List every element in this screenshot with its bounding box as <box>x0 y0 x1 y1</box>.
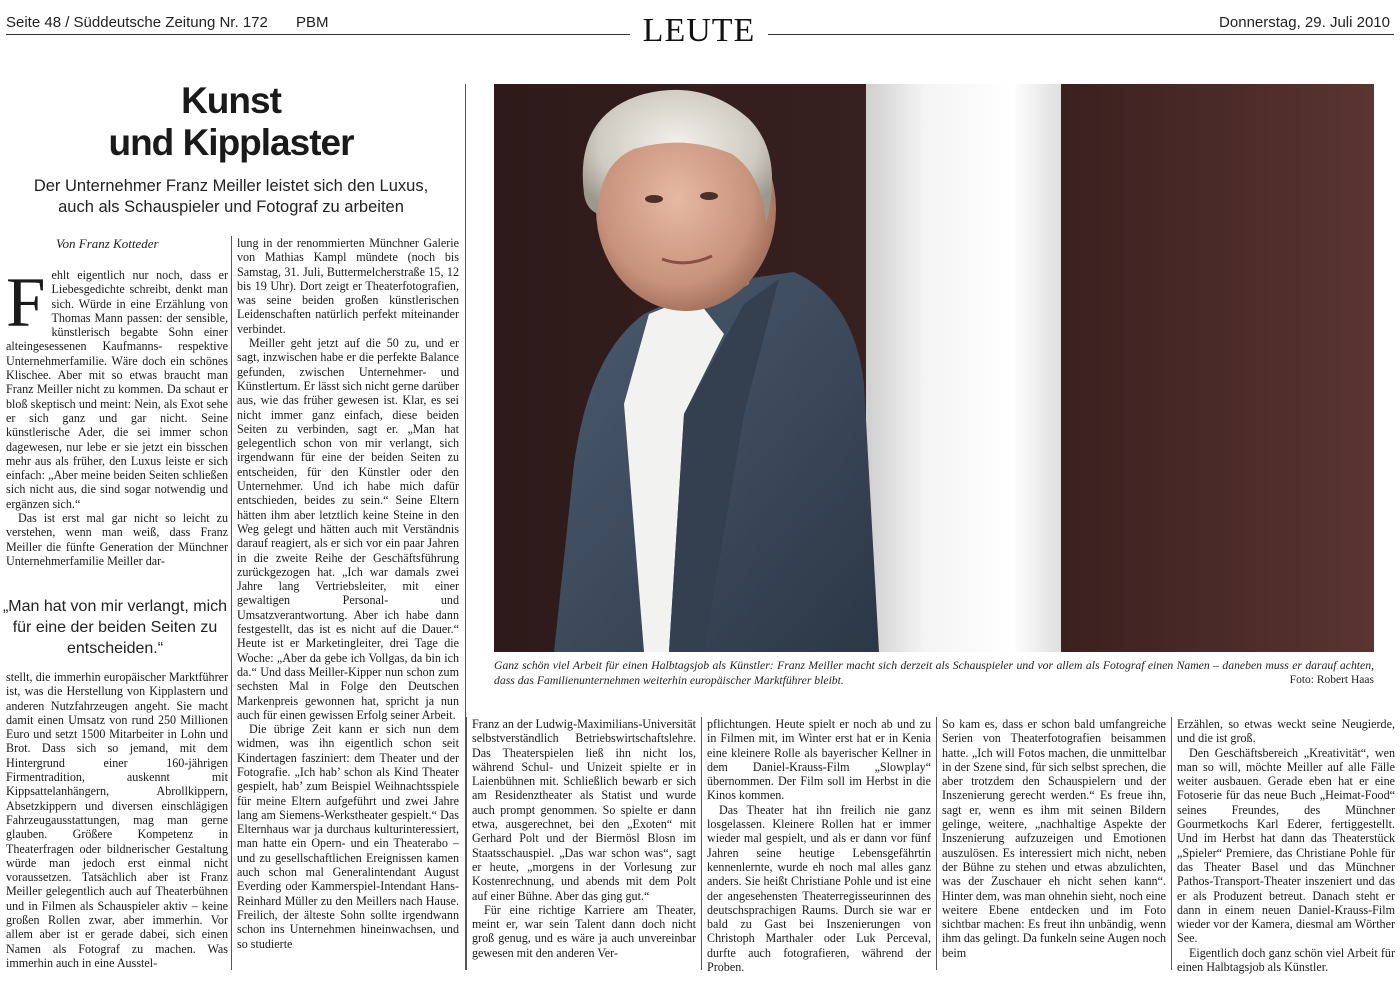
paragraph: Meiller geht jetzt auf die 50 zu, und er sagt, inzwischen habe er die perfekte Balance gefunden, zwischen Unternehmer- und Künstlertum. Er lässt sich nicht gerne darüber aus, wie das früher gewesen ist. Klar, es sei nicht immer ganz einfach, diese beiden Seiten zu verbinden, sagt er. „Man hat gelegentlich schon von mir verlangt, sich irgendwann für eine der beiden Seiten zu entscheiden, für den Künstler oder den Unternehmer. Und ich habe mich dafür entschieden, beides zu sein.“ Seine Eltern hätten ihm aber letztlich keine Steine in den Weg gelegt und hätten auch mit Verständnis darauf reagiert, als er sich vor ein paar Jahren in die zweite Reihe der Geschäftsführung zurückgezogen hat. „Ich war damals zwei Jahre lang Vertriebsleiter, mit einer gewaltigen Personal- und Umsatzverantwortung. Aber ich habe dann festgestellt, das ist es nicht auf die Dauer.“ Heute ist er Marketingleiter, drei Tage die Woche: „Aber da gebe ich Vollgas, da bin ich da.“ Und dass Meiller-Kipper nun schon zum sechsten Mal in Folge den Deutschen Markenpreis gewonnen hat, spricht ja nun auch für einen gewissen Erfolg seiner Arbeit. <box>237 336 459 722</box>
headline-line-1: Kunst <box>181 80 281 121</box>
masthead-rule-left <box>6 34 630 35</box>
issue-date: Donnerstag, 29. Juli 2010 <box>1219 14 1390 31</box>
article-column-3 <box>472 717 696 960</box>
edition-code: PBM <box>296 14 329 31</box>
article-column-2 <box>237 236 459 951</box>
paragraph: Das Theater hat ihn freilich nie ganz losgelassen. Kleinere Rollen hat er immer wieder mal gespielt, und als er dann vor fünf Jahren seine heutige Lebensgefährtin kennenlernte, wurde eh noch mal alles ganz anders. Sie heißt Christiane Pohle und ist eine der angesehensten Theaterregisseurinnen des deutschsprachigen Raums. Durch sie war er bald zu Gast bei Inszenierungen von Christoph Marthaler oder Luk Perceval, durfte auch fotografieren, während der Proben. <box>707 802 931 975</box>
paragraph: stellt, die immerhin europäischer Marktführer ist, was die Herstellung von Kipplastern und anderen Nutzfahrzeugen angeht. Sie macht damit einen Umsatz von rund 250 Millionen Euro und setzt 1500 Mitarbeiter in Lohn und Brot. Dass sich so jemand, mit dem Hintergrund einer 160-jährigen Firmentradition, auskennt mit Kippsattelanhängern, Abrollkippern, Absetzkippern und diversen einschlägigen Fahrzeugausstattungen, mag man gerne glauben. Größere Kompetenz in Theaterfragen oder bildnerischer Gestaltung würde man jedoch erst einmal nicht voraussetzen. Tatsächlich aber ist Franz Meiller gelegentlich auch auf Theaterbühnen und in Filmen als Schauspieler aktiv – keine großen Rollen zwar, aber immerhin. Vor allem aber ist er gerade dabei, sich einen Namen als Fotograf zu machen. Was immerhin auch in eine Ausstel- <box>6 670 228 970</box>
column-rule <box>1171 717 1172 970</box>
subheadline <box>0 176 462 218</box>
column-rule <box>466 717 467 970</box>
article-column-5 <box>942 717 1166 960</box>
photo-caption: Ganz schön viel Arbeit für einen Halbtagsjob als Künstler: Franz Meiller macht sich derzeit als Schauspieler und vor allem als Fotograf einen Namen – daneben muss er darauf achten, dass das Familienunternehmen weiterhin europäischer Marktführer bleibt. <box>494 659 1374 687</box>
drop-cap: F <box>6 264 46 342</box>
paragraph: Eigentlich doch ganz schön viel Arbeit für einen Halbtagsjob als Künstler. <box>1177 945 1395 975</box>
section-title: LEUTE <box>642 12 756 49</box>
subhead-line-1: Der Unternehmer Franz Meiller leistet sich den Luxus, <box>33 177 429 195</box>
paragraph: Für eine richtige Karriere am Theater, meint er, war sein Talent dann doch nicht groß genug, und es wäre ja auch unvereinbar gewesen mit den anderen Ver- <box>472 902 696 960</box>
masthead <box>0 0 1400 50</box>
page-info: Seite 48 / Süddeutsche Zeitung Nr. 172 <box>6 14 268 31</box>
paragraph: Franz an der Ludwig-Maximilians-Universität selbstverständlich Betriebswirtschaftslehre. Das Theaterspielen ließ ihn nicht los, während Schul- und Unizeit spielte er in Laienbühnen mit. Schließlich bewarb er sich am Residenztheater als Statist und wurde auch prompt genommen. So spielte er dann etwa, ausgerechnet, bei den „Exoten“ mit Gerhard Polt und der Biermösl Blosn im Staatsschauspiel. „Das war schon was“, sagt er heute, „morgens in der Vorlesung zur Kostenrechnung, und abends mit dem Polt auf einer Bühne. Aber das ging gut.“ <box>472 717 697 903</box>
article-column-1 <box>6 264 228 568</box>
portrait-photo <box>494 84 1374 652</box>
article-column-6 <box>1177 717 1395 974</box>
paragraph: pflichtungen. Heute spielt er noch ab und zu in Filmen mit, im Winter erst hat er in Kenia eine kleinere Rolle als bayerischer Kellner in dem Daniel-Krauss-Film „Slowplay“ übernommen. Der Film soll im Herbst in die Kinos kommen. <box>707 717 931 803</box>
column-rule <box>231 236 232 970</box>
byline: Von Franz Kotteder <box>56 236 159 251</box>
column-rule <box>701 717 702 970</box>
article-column-1-continued <box>6 670 228 970</box>
paragraph: Erzählen, so etwas weckt seine Neugierde, und die ist groß. <box>1177 717 1395 746</box>
paragraph: So kam es, dass er schon bald umfangreiche Serien von Theaterfotografien beisammen hatte. „Ich will Fotos machen, die unmittelbar in der Szene sind, für sich selbst sprechen, die aber trotzdem den Schauspielern und der Inszenierung gerecht werden.“ Es freue ihn, sagt er, wenn es ihm mit seinen Bildern gelinge, weitere, „nachhaltige Aspekte der Inszenierung aufzuzeigen und Emotionen auszulösen. Es interessiert mich nicht, neben der Bühne zu stehen und etwas abzulichten, was der Zuschauer eh nicht sehen kann“. Hinter dem, was man ohnehin sieht, noch eine weitere Ebene entdecken und im Foto sichtbar machen: Es freut ihn unbändig, wenn ihm das gelingt. Da funkeln seine Augen noch beim <box>942 717 1167 960</box>
masthead-rule-right <box>768 34 1394 35</box>
paragraph: Den Geschäftsbereich „Kreativität“, wen man so will, möchte Meiller auf alle Fälle weiter ausbauen. Gerade eben hat er eine Fotoserie für das neue Buch „Heimat-Food“ seines Freundes, des Münchner Gourmetkochs Karl Ederer, fertiggestellt. Und im Herbst hat dann das Theaterstück „Spieler“ Premiere, das Christiane Pohle für das Theater Basel und das Münchner Pathos-Transport-Theater inszeniert und das er als Produzent betreut. Danach steht er dann in einem neuen Daniel-Krauss-Film wieder vor der Kamera, diesmal am Wörther See. <box>1177 745 1395 946</box>
portrait-photo-graphic <box>494 84 1374 652</box>
subhead-line-2: auch als Schauspieler und Fotograf zu arbeiten <box>58 198 404 216</box>
paragraph: lung in der renommierten Münchner Galerie von Mathias Kampl mündete (noch bis Samstag, 31. Juli, Buttermelcherstraße 15, 12 bis 19 Uhr). Dort zeigt er Theaterfotografien, was seine beiden großen künstlerischen Leidenschaften natürlich perfekt miteinander verbindet. <box>237 236 459 336</box>
headline <box>0 80 462 164</box>
paragraph: Die übrige Zeit kann er sich nun dem widmen, was ihn eigentlich schon seit Kindertagen fasziniert: dem Theater und der Fotografie. „Ich hab’ schon als Kind Theater gespielt, hab’ zum Beispiel Weihnachtsspiele für meine Eltern aufgeführt und zwei Jahre lang am Siemens-Werkstheater gespielt.“ Das Elternhaus war ja durchaus kulturinteressiert, man hatte ein Opern- und ein Theaterabo – und zu gesellschaftlichen Ereignissen kamen auch schon mal Generalintendant August Everding oder Kammerspiel-Intendant Hans-Reinhard Müller zu den Meillers nach Hause. Freilich, der älteste Sohn sollte irgendwann schon ins Unternehmen hineinwachsen, und so studierte <box>237 722 459 951</box>
photo-credit: Foto: Robert Haas <box>1289 674 1374 686</box>
paragraph-text: ehlt eigentlich nur noch, dass er Liebesgedichte schreibt, denkt man sich. Würde in eine Erzählung von Thomas Mann passen: der sensible, künstlerisch begabte Sohn einer alteingesessenen Kaufmanns- respektive Unternehmerfamilie. Wäre doch ein schönes Klischee. Aber mit so etwas braucht man Franz Meiller nicht zu kommen. Da schaut er bloß skeptisch und meint: Nein, als Exot sehe er sich ganz und gar nicht. Seine künstlerische Ader, die sei immer schon dagewesen, nur lebe er sie jetzt ein bisschen mehr aus als früher, den Luxus leiste er sich einfach: „Aber meine beiden Seiten schließen sich nicht aus, die sind sogar notwendig und ergänzen sich.“ <box>6 268 228 511</box>
paragraph <box>6 264 228 511</box>
paragraph: Das ist erst mal gar nicht so leicht zu verstehen, wenn man weiß, dass Franz Meiller die fünfte Generation der Münchner Unternehmerfamilie Meiller dar- <box>6 511 228 568</box>
headline-line-2: und Kipplaster <box>108 122 354 163</box>
pull-quote: „Man hat von mir verlangt, mich für eine der beiden Seiten zu entscheiden.“ <box>2 598 228 657</box>
column-rule <box>936 717 937 970</box>
article-column-4 <box>707 717 931 974</box>
